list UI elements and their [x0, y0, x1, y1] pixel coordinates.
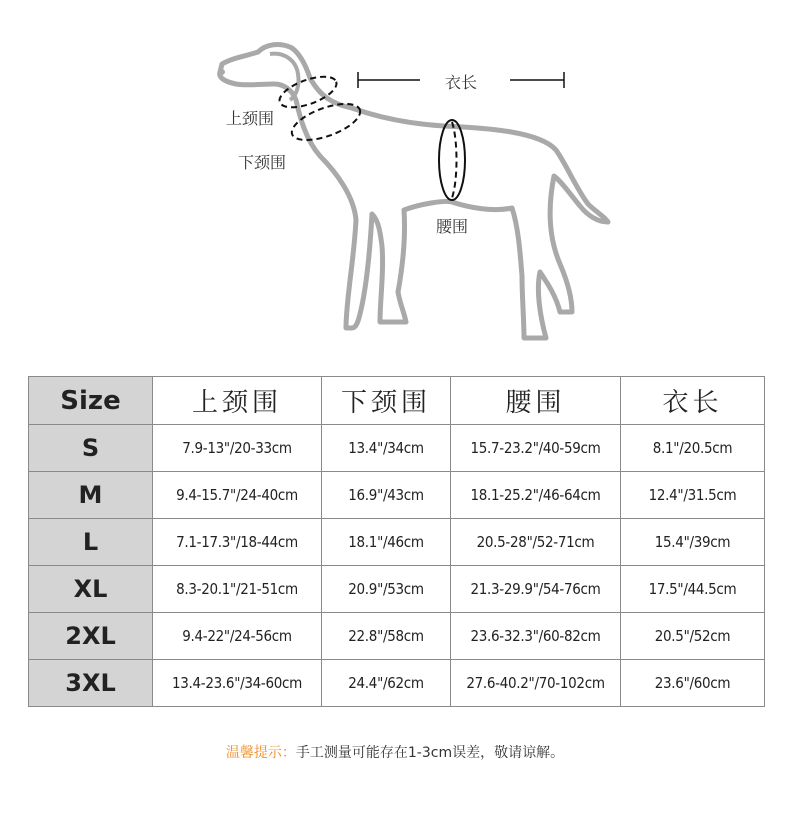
upper-neck-cell: 9.4-22"/24-56cm — [153, 613, 322, 660]
lower-neck-cell: 18.1"/46cm — [322, 519, 451, 566]
dog-outline — [220, 45, 608, 338]
lower-neck-cell: 20.9"/53cm — [322, 566, 451, 613]
upper-neck-cell: 8.3-20.1"/21-51cm — [153, 566, 322, 613]
size-chart-table — [28, 376, 765, 707]
size-cell: L — [29, 519, 153, 566]
waist-cell: 20.5-28"/52-71cm — [451, 519, 621, 566]
waist-label: 腰围 — [436, 217, 469, 236]
size-cell: 3XL — [29, 660, 153, 707]
size-cell: S — [29, 425, 153, 472]
measurement-note — [0, 742, 790, 762]
size-cell: XL — [29, 566, 153, 613]
dog-ear — [270, 54, 299, 100]
table-row — [29, 613, 765, 660]
length-cell: 8.1"/20.5cm — [621, 425, 765, 472]
waist-cell: 23.6-32.3"/60-82cm — [451, 613, 621, 660]
waist-cell: 15.7-23.2"/40-59cm — [451, 425, 621, 472]
length-cell: 20.5"/52cm — [621, 613, 765, 660]
header-size: Size — [29, 377, 153, 425]
size-cell: M — [29, 472, 153, 519]
dog-measurement-diagram — [0, 0, 790, 360]
length-cell: 23.6"/60cm — [621, 660, 765, 707]
upper-neck-label: 上颈围 — [226, 109, 275, 128]
lower-neck-cell: 22.8"/58cm — [322, 613, 451, 660]
waist-cell: 18.1-25.2"/46-64cm — [451, 472, 621, 519]
waist-marker-dash — [452, 122, 457, 198]
lower-neck-cell: 24.4"/62cm — [322, 660, 451, 707]
table-row — [29, 660, 765, 707]
upper-neck-cell: 13.4-23.6"/34-60cm — [153, 660, 322, 707]
header-length: 衣长 — [621, 377, 765, 425]
table-row — [29, 425, 765, 472]
header-upper-neck: 上颈围 — [153, 377, 322, 425]
length-label: 衣长 — [445, 73, 478, 92]
header-lower-neck: 下颈围 — [322, 377, 451, 425]
upper-neck-cell: 7.1-17.3"/18-44cm — [153, 519, 322, 566]
waist-cell: 27.6-40.2"/70-102cm — [451, 660, 621, 707]
lower-neck-cell: 16.9"/43cm — [322, 472, 451, 519]
waist-cell: 21.3-29.9"/54-76cm — [451, 566, 621, 613]
size-cell: 2XL — [29, 613, 153, 660]
lower-neck-label: 下颈围 — [238, 153, 287, 172]
table-header-row — [29, 377, 765, 425]
waist-marker — [439, 120, 465, 200]
upper-neck-cell: 9.4-15.7"/24-40cm — [153, 472, 322, 519]
length-cell: 15.4"/39cm — [621, 519, 765, 566]
header-waist: 腰围 — [451, 377, 621, 425]
table-row — [29, 519, 765, 566]
note-text: 手工测量可能存在1-3cm误差，敬请谅解。 — [295, 745, 565, 761]
lower-neck-cell: 13.4"/34cm — [322, 425, 451, 472]
table-row — [29, 566, 765, 613]
note-tip-label: 温馨提示： — [225, 745, 296, 761]
dog-nose — [219, 69, 225, 75]
length-cell: 17.5"/44.5cm — [621, 566, 765, 613]
table-row — [29, 472, 765, 519]
upper-neck-cell: 7.9-13"/20-33cm — [153, 425, 322, 472]
length-cell: 12.4"/31.5cm — [621, 472, 765, 519]
